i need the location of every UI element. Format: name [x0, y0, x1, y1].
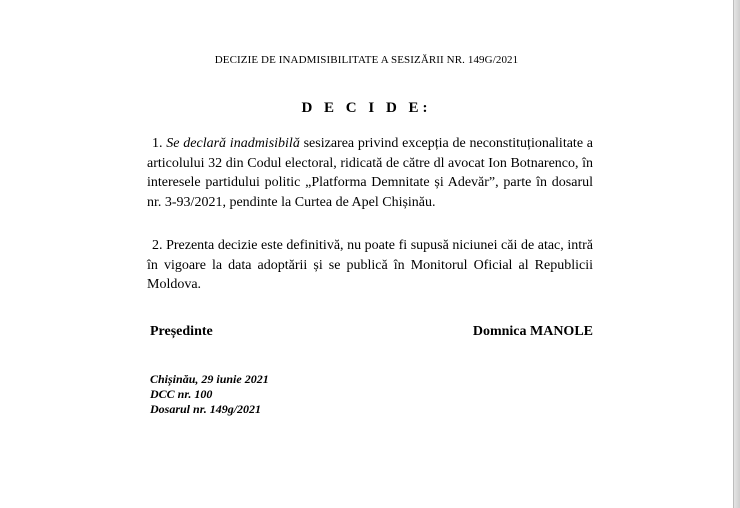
decide-heading: D E C I D E:	[301, 100, 432, 116]
dcc-number: DCC nr. 100	[150, 387, 213, 401]
scrollbar-edge[interactable]	[733, 0, 740, 508]
decision-point-1	[147, 134, 593, 212]
document-header: DECIZIE DE INADMISIBILITATE A SESIZĂRII NR. 149G/2021	[214, 54, 519, 66]
point-text: Prezenta decizie este definitivă, nu poate fi supusă niciunei căi de atac, intră în vigoare la data adoptării și se publică în Monitorul Oficial al Republicii Moldova.	[147, 238, 593, 292]
decision-point-2	[147, 236, 593, 295]
point-text: sesizarea privind excepția de neconstituționalitate a articolului 32 din Codul electoral, ridicată de către dl avocat Ion Botnarenco, în interesele partidului politic „Platforma Demnitate și Adevăr”, parte în dosarul nr. 3-93/2021, pendinte la Curtea de Apel Chișinău.	[147, 136, 594, 210]
place-date: Chișinău, 29 iunie 2021	[150, 372, 269, 386]
point-number: 2.	[152, 238, 163, 253]
signature-title: Președinte	[150, 324, 213, 339]
dosar-number: Dosarul nr. 149g/2021	[150, 402, 262, 416]
signature-name: Domnica MANOLE	[472, 324, 593, 339]
point-number: 1.	[152, 136, 163, 151]
point-italic-lead: Se declară inadmisibilă	[166, 136, 300, 151]
